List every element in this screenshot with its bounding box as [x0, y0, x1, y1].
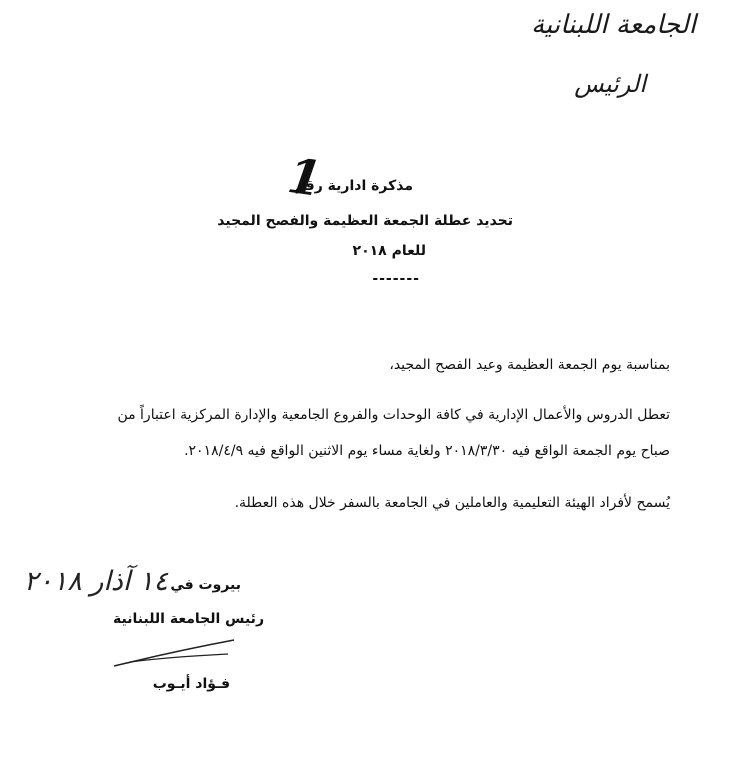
- memo-title: مذكرة ادارية رقم: [294, 178, 413, 194]
- signer-name: فـؤاد أيـوب: [152, 676, 230, 692]
- decision-line-1: تعطل الدروس والأعمال الإدارية في كافة الوحدات والفروع الجامعية والإدارة المركزية اعتباراً من: [117, 407, 670, 423]
- president-office-heading: الرئيس: [574, 70, 646, 98]
- title-separator: -------: [372, 271, 420, 287]
- memo-subject: تحديد عطلة الجمعة العظيمة والفصح المجيد: [217, 213, 513, 229]
- memo-number-handwritten: 1: [284, 147, 326, 209]
- travel-permission-paragraph: يُسمح لأفراد الهيئة التعليمية والعاملين في الجامعة بالسفر خلال هذه العطلة.: [234, 495, 670, 511]
- handwritten-date: ١٤ آذار ٢٠١٨: [23, 566, 168, 597]
- memo-year: للعام ٢٠١٨: [352, 243, 426, 259]
- decision-line-2: صباح يوم الجمعة الواقع فيه ٢٠١٨/٣/٣٠ ولغاية مساء يوم الاثنين الواقع فيه ٢٠١٨/٤/٩.: [184, 443, 670, 459]
- university-letterhead: الجامعة اللبنانية: [531, 10, 696, 40]
- signature-mark: [110, 636, 240, 672]
- occasion-paragraph: بمناسبة يوم الجمعة العظيمة وعيد الفصح المجيد،: [389, 357, 670, 373]
- signer-title: رئيس الجامعة اللبنانية: [113, 611, 264, 627]
- place-label: بيروت في: [170, 577, 241, 593]
